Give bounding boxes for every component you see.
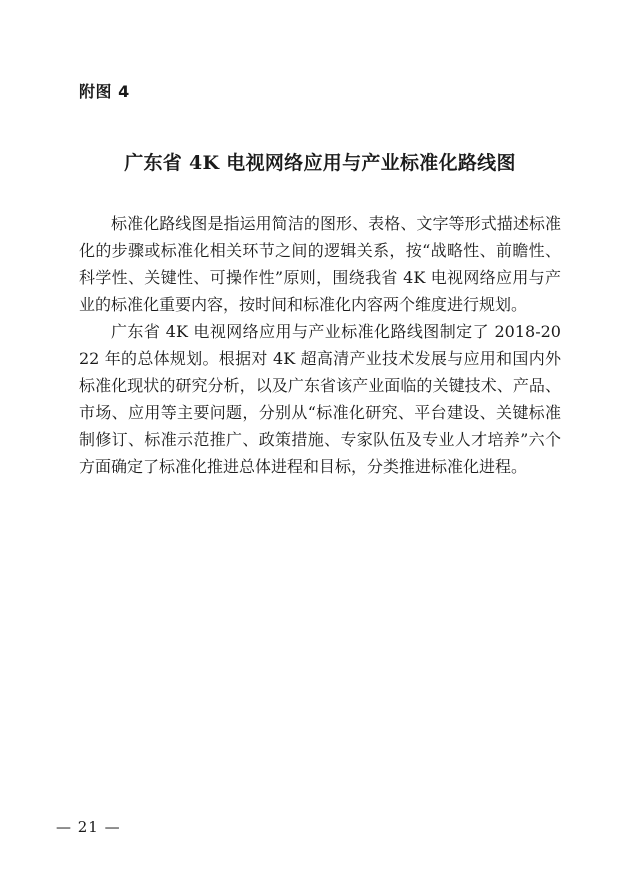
appendix-label: 附图 4 — [79, 82, 130, 101]
paragraph-2: 广东省 4K 电视网络应用与产业标准化路线图制定了 2018-2022 年的总体规划。根据对 4K 超高清产业技术发展与应用和国内外标准化现状的研究分析，以及广东省该产业面临的关键技术、产品、市场、应用等主要问题，分别从“标准化研究、平台建设、关键标准制修订、标准示范推广、政策措施、专家队伍及专业人才培养”六个方面确定了标准化推进总体进程和目标，分类推进标准化进程。 — [79, 322, 561, 476]
page-number: — 21 — — [56, 818, 121, 836]
body-text — [79, 210, 561, 480]
page-title: 广东省 4K 电视网络应用与产业标准化路线图 — [124, 152, 516, 174]
paragraph-1: 标准化路线图是指运用简洁的图形、表格、文字等形式描述标准化的步骤或标准化相关环节之间的逻辑关系，按“战略性、前瞻性、科学性、关键性、可操作性”原则，围绕我省 4K 电视网络应用与产业的标准化重要内容，按时间和标准化内容两个维度进行规划。 — [79, 214, 561, 314]
